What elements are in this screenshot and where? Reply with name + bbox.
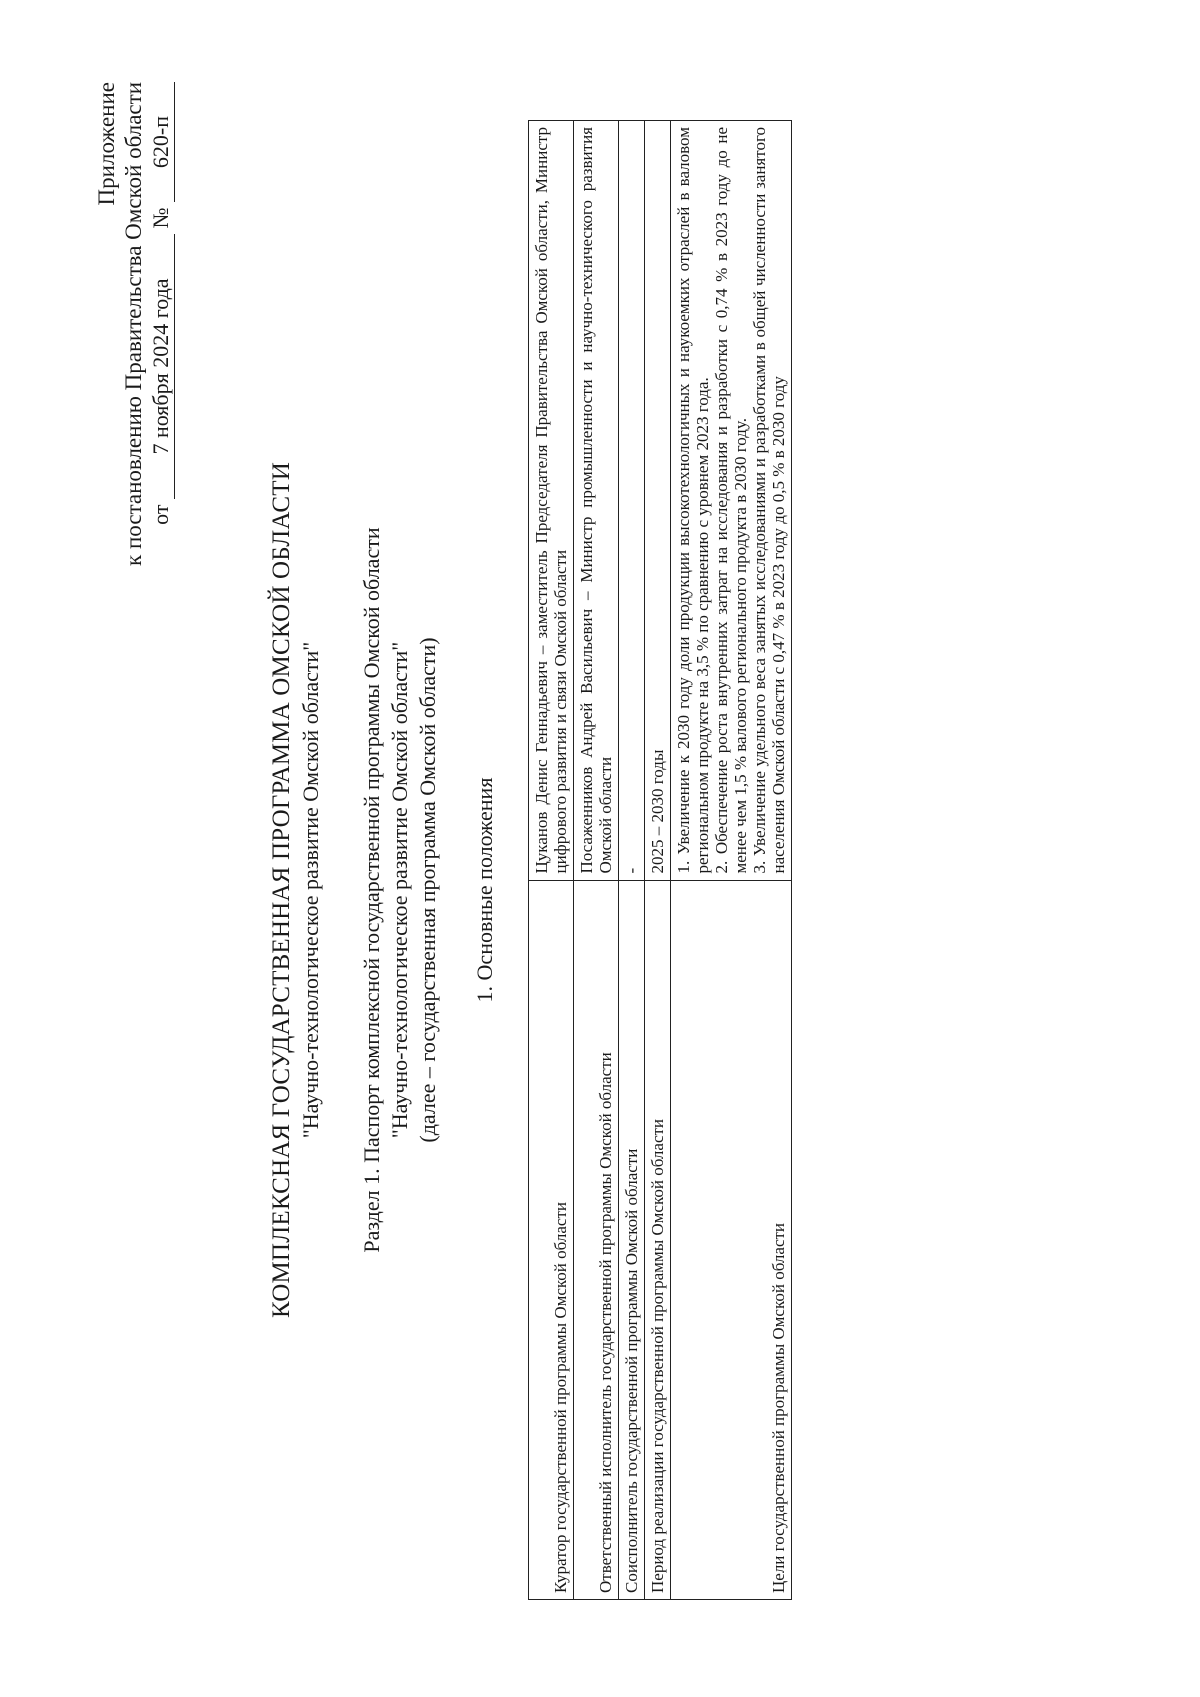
section-heading (358, 120, 442, 1660)
decree-number: 620-п (147, 82, 175, 202)
section-line-2: "Научно-технологическое развитие Омской области" (387, 641, 412, 1139)
appendix-title: Приложение (94, 82, 119, 206)
goals-label: Цели государственной программы Омской области (671, 880, 792, 1599)
number-sign: № (148, 207, 173, 229)
table-row (574, 121, 619, 1600)
table-row (619, 121, 645, 1600)
subsection-heading: 1. Основные положения (472, 777, 497, 1003)
appendix-decree: к постановлению Правительства Омской области (121, 82, 146, 566)
goals-value (671, 121, 792, 881)
row-label: Соисполнитель государственной программы Омской области (619, 880, 645, 1599)
appendix-block (93, 82, 175, 682)
row-value: 2025 – 2030 годы (645, 121, 671, 881)
table-row (645, 121, 671, 1600)
date-prefix: от (148, 504, 173, 525)
table-row (529, 121, 574, 1600)
section-line-1: Раздел 1. Паспорт комплексной государственной программы Омской области (359, 527, 384, 1253)
row-value: Цуканов Денис Геннадьевич – заместитель Председателя Правительства Омской области, Министр цифрового развития и связи Омской области (529, 121, 574, 881)
passport-table (528, 120, 792, 1600)
goal-item: 1. Увеличение к 2030 году доли продукции высокотехнологичных и наукоемких отраслей в валовом региональном продукте на 3,5 % по сравнению с уровнем 2023 года. (674, 127, 712, 874)
row-label: Куратор государственной программы Омской области (529, 880, 574, 1599)
table-row (671, 121, 792, 1600)
row-label: Ответственный исполнитель государственной программы Омской области (574, 880, 619, 1599)
row-value: Посаженников Андрей Васильевич – Министр промышленности и научно-технического развития Омской области (574, 121, 619, 881)
row-value: - (619, 121, 645, 881)
rotated-page (40, 80, 1160, 1660)
appendix-date-line (147, 82, 175, 682)
row-label: Период реализации государственной программы Омской области (645, 880, 671, 1599)
goal-item: 2. Обеспечение роста внутренних затрат на исследования и разработки с 0,74 % в 2023 году до не менее чем 1,5 % валового регионального продукта в 2030 году. (712, 127, 750, 874)
document-subtitle: "Научно-технологическое развитие Омской области" (298, 641, 323, 1139)
section-line-3: (далее – государственная программа Омской области) (415, 637, 440, 1143)
decree-date: 7 ноября 2024 года (147, 234, 175, 499)
document-title: КОМПЛЕКСНАЯ ГОСУДАРСТВЕННАЯ ПРОГРАММА ОМСКОЙ ОБЛАСТИ (268, 462, 295, 1318)
goal-item: 3. Увеличение удельного веса занятых исследованиями и разработками в общей численности занятого населения Омской области с 0,47 % в 2023 году до 0,5 % в 2030 году (750, 127, 788, 874)
